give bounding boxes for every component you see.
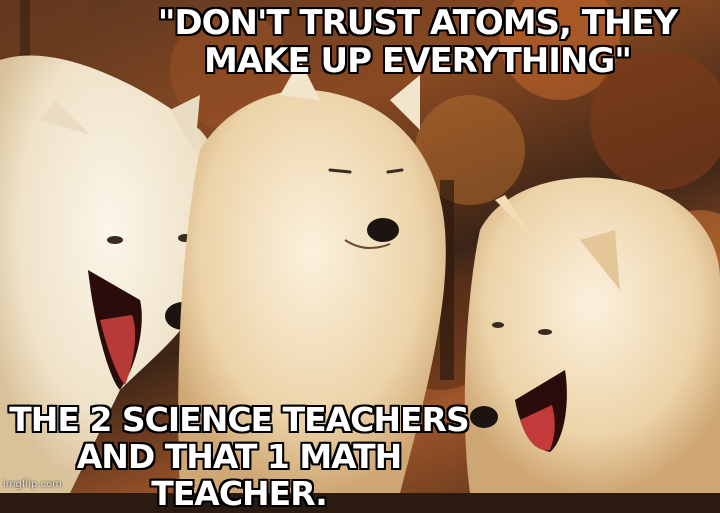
bottom-caption: THE 2 SCIENCE TEACHERS AND THAT 1 MATH TEACHER. [9, 400, 469, 513]
right-wolf [465, 177, 720, 493]
imgflip-watermark: imgflip.com [3, 479, 62, 490]
top-caption: "DON'T TRUST ATOMS, THEY MAKE UP EVERYTHING" [157, 3, 678, 82]
